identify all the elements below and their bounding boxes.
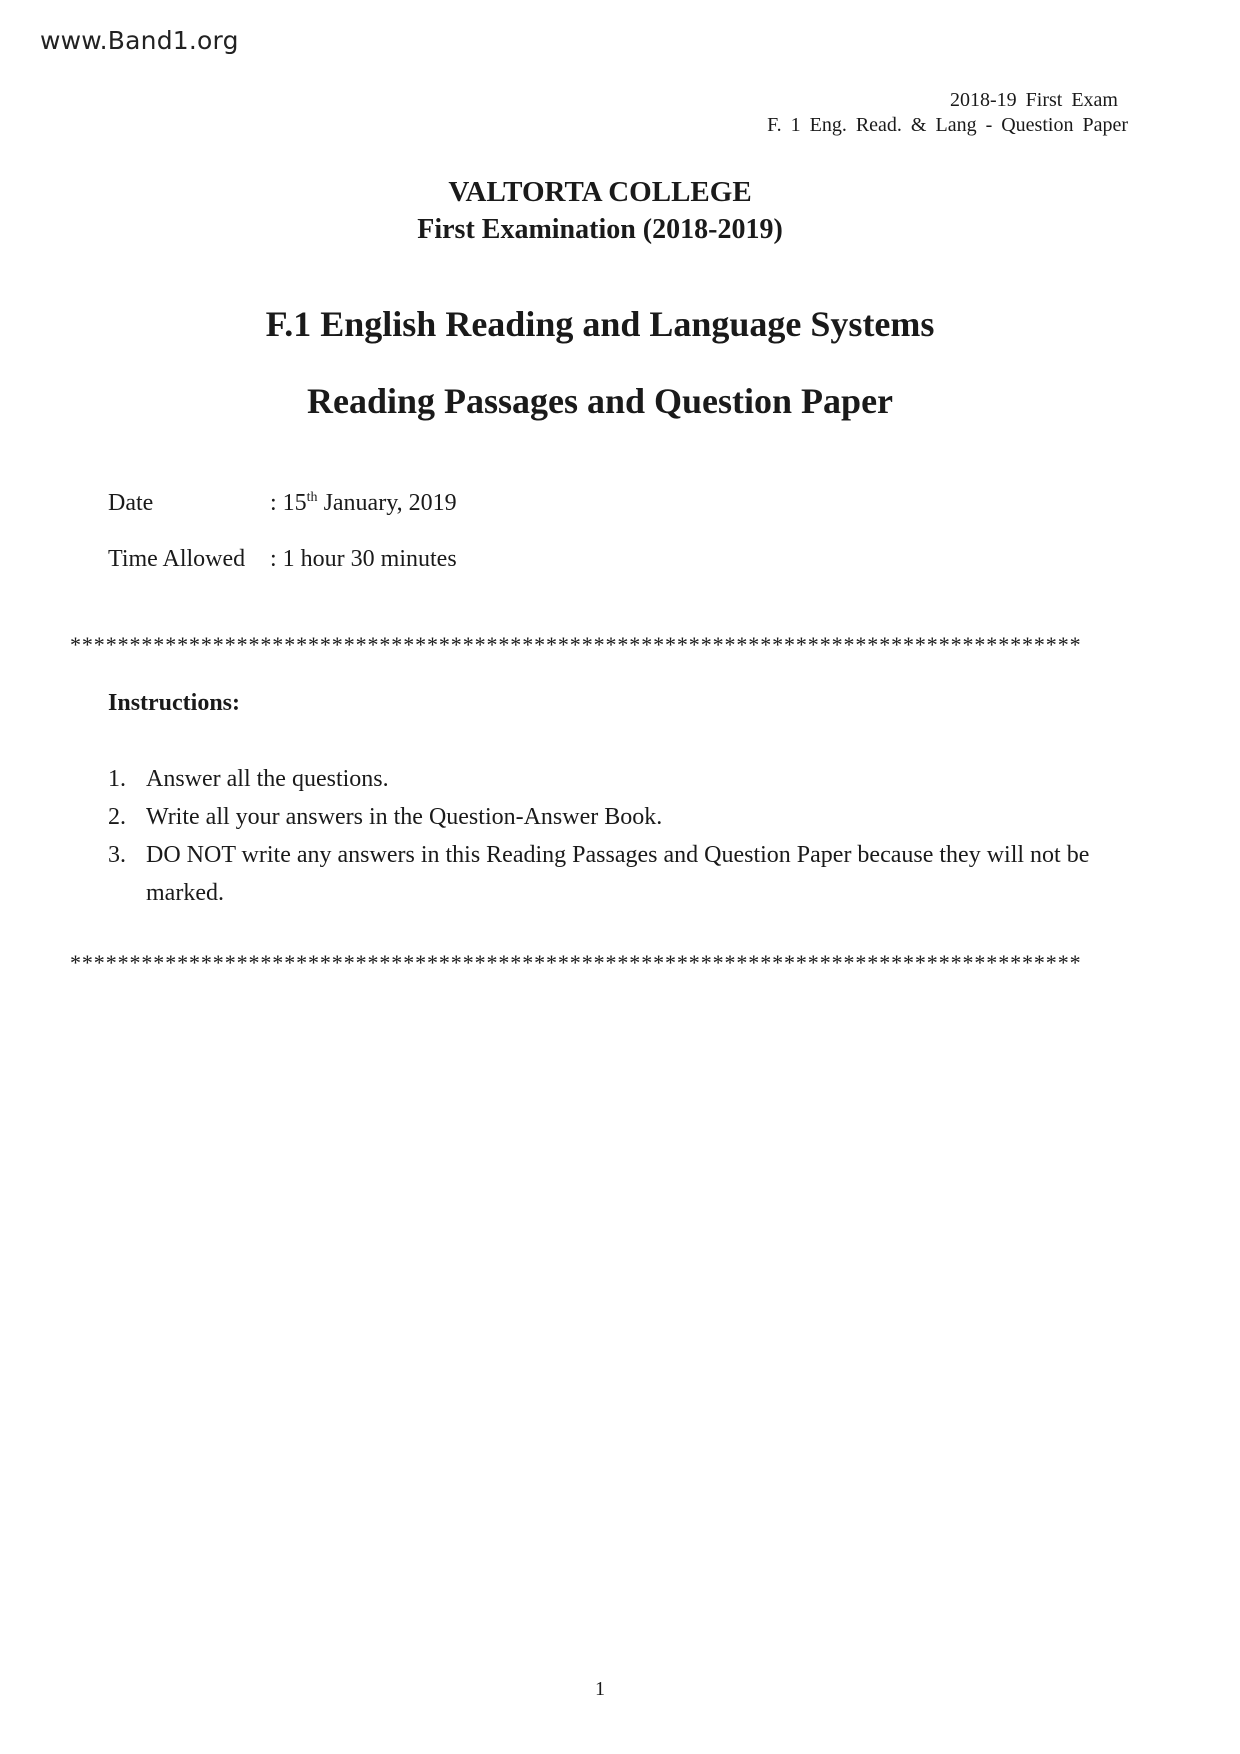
instructions-heading: Instructions: <box>108 690 241 716</box>
date-ordinal: th <box>306 490 318 505</box>
divider-top: ************************************************************************************* <box>70 632 1082 657</box>
time-allowed-label: Time Allowed <box>108 546 246 572</box>
instruction-text: Answer all the questions. <box>146 766 389 792</box>
instructions-list <box>108 760 1108 912</box>
instruction-item <box>108 798 1108 836</box>
time-allowed-value: : 1 hour 30 minutes <box>270 546 457 572</box>
instruction-item <box>108 836 1108 912</box>
instruction-number: 2. <box>108 804 126 830</box>
date-month-year: January, 2019 <box>317 490 457 516</box>
header-reference <box>767 88 1128 138</box>
instruction-text: DO NOT write any answers in this Reading Passages and Question Paper because they will not be marked. <box>146 842 1090 906</box>
instruction-number: 1. <box>108 766 126 792</box>
time-allowed-row <box>108 546 457 573</box>
paper-subtitle: Reading Passages and Question Paper <box>306 381 894 421</box>
school-name: VALTORTA COLLEGE <box>448 176 752 208</box>
paper-title: F.1 English Reading and Language Systems <box>265 304 935 344</box>
page-number: 1 <box>595 1678 605 1700</box>
instruction-text: Write all your answers in the Question-Answer Book. <box>146 804 663 830</box>
date-day: : 15 <box>270 490 307 516</box>
watermark-url: www.Band1.org <box>40 26 239 55</box>
date-label: Date <box>108 490 154 516</box>
instruction-item <box>108 760 1108 798</box>
date-row <box>108 490 457 517</box>
divider-bottom: ************************************************************************************* <box>70 950 1082 975</box>
date-value <box>270 490 457 516</box>
exam-name: First Examination (2018-2019) <box>417 214 783 245</box>
header-paper-line: F. 1 Eng. Read. & Lang - Question Paper <box>767 114 1128 136</box>
instruction-number: 3. <box>108 842 126 868</box>
header-exam-line: 2018-19 First Exam <box>950 89 1118 111</box>
